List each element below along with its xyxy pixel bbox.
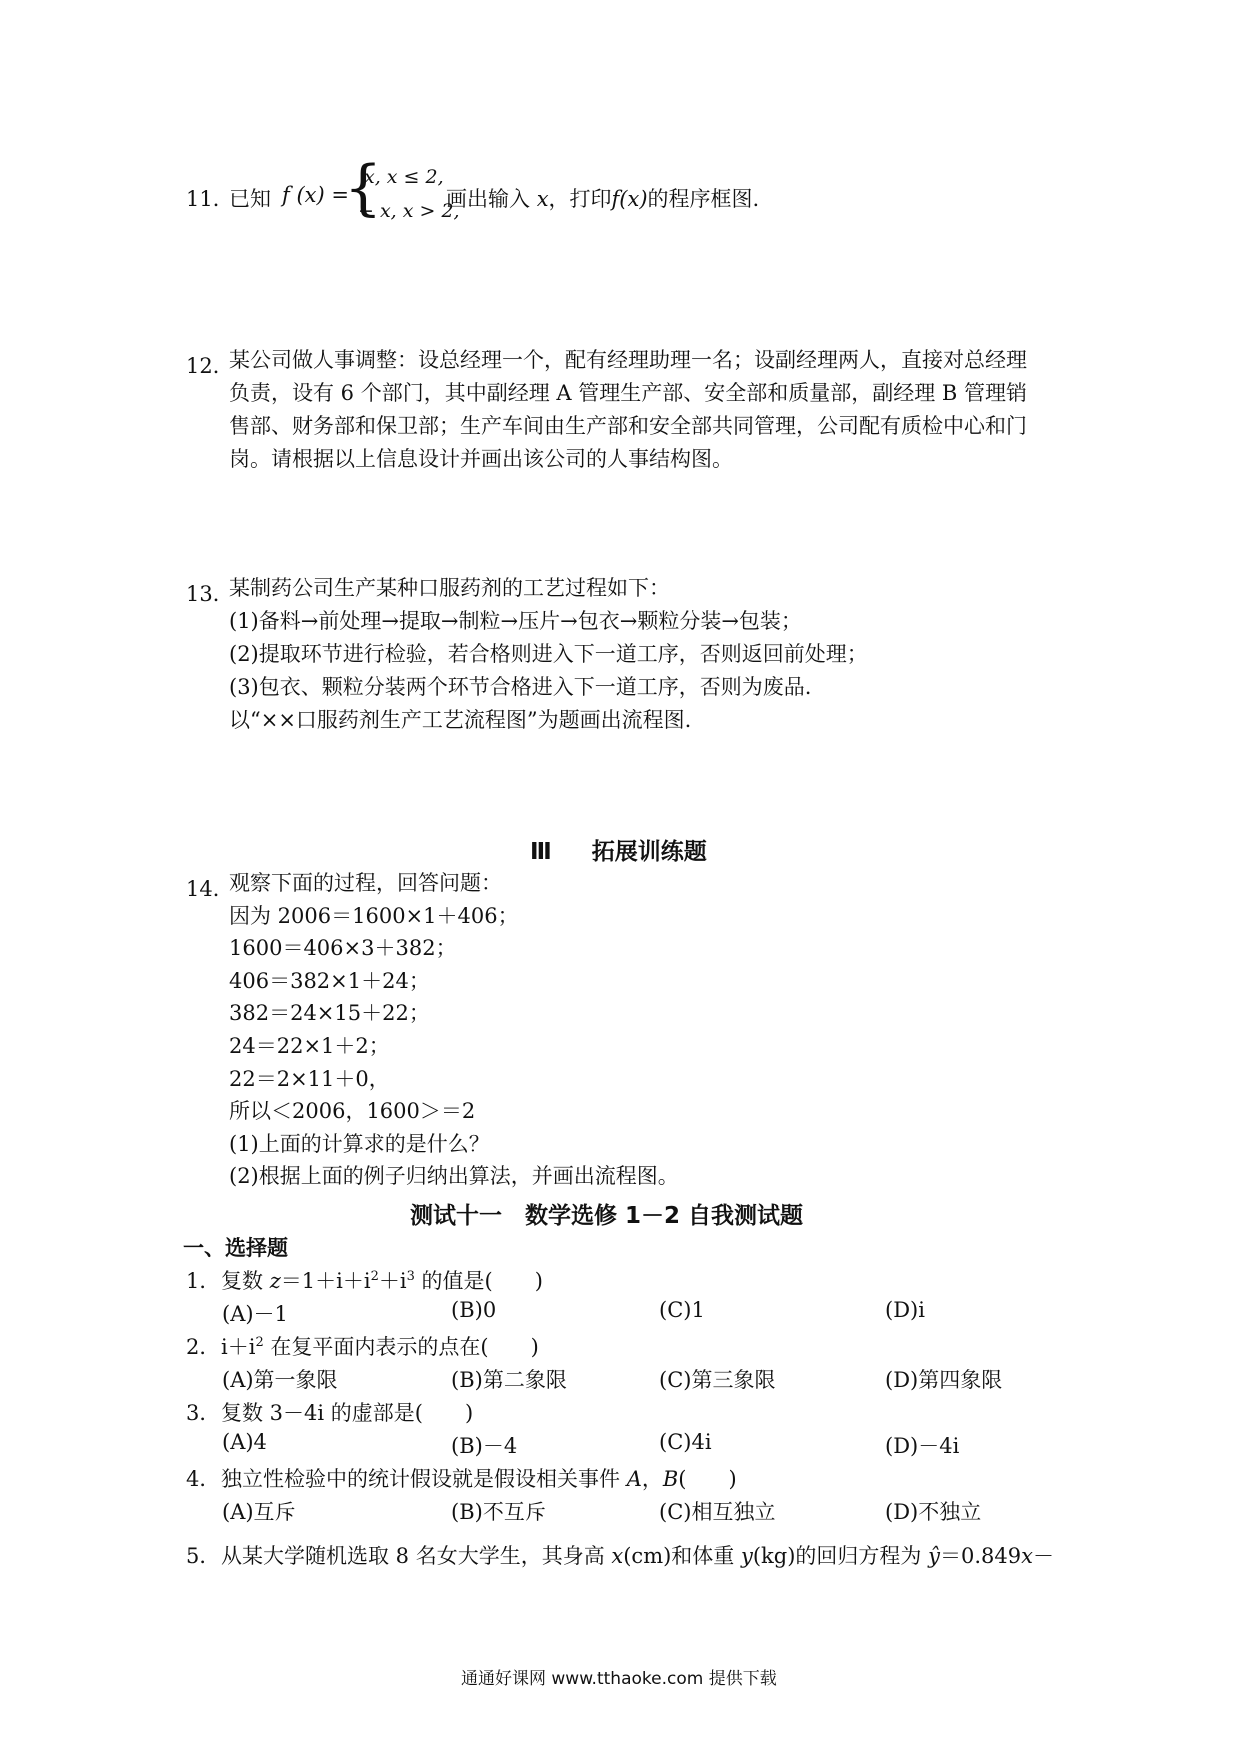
mc5-stem-x: x bbox=[611, 1544, 624, 1568]
mc4-stem-B: B bbox=[662, 1467, 679, 1491]
q13-line1: 某制药公司生产某种口服药剂的工艺过程如下： bbox=[229, 576, 670, 600]
q11-suffix bbox=[446, 183, 759, 213]
mc1-sup2: 3 bbox=[406, 1269, 415, 1284]
q13-line3: (2)提取环节进行检验，若合格则进入下一道工序，否则返回前处理； bbox=[229, 642, 868, 666]
section3-heading bbox=[530, 833, 707, 866]
mc2-stem bbox=[221, 1331, 539, 1361]
mc5-stem-e: － bbox=[1032, 1544, 1054, 1568]
q12-line2: 负责，设有 6 个部门，其中副经理 A 管理生产部、安全部和质量部，副经理 B 管理销 bbox=[229, 381, 1028, 405]
q11-suffix-b: ，打印 bbox=[548, 187, 612, 211]
test-title: 测试十一 数学选修 1－2 自我测试题 bbox=[410, 1203, 804, 1229]
mc3-option-c: (C)4i bbox=[659, 1430, 712, 1454]
q14-line: 观察下面的过程，回答问题： bbox=[229, 871, 502, 895]
q11-suffix-f: f(x) bbox=[611, 187, 648, 211]
mc4-stem-c: ( ) bbox=[678, 1467, 737, 1491]
mc1-stem-a: 复数 bbox=[221, 1269, 270, 1293]
mc5-stem-d: ＝0.849 bbox=[939, 1544, 1022, 1568]
mc2-option-a: (A)第一象限 bbox=[222, 1368, 338, 1392]
page-footer: 通通好课网 www.tthaoke.com 提供下载 bbox=[461, 1669, 777, 1689]
mc2-number: 2． bbox=[186, 1335, 221, 1359]
q11-case1: x, x ≤ 2, bbox=[364, 166, 444, 188]
mc1-stem-d: 的值是( ) bbox=[414, 1269, 543, 1293]
mc2-option-b: (B)第二象限 bbox=[451, 1368, 567, 1392]
mc4-option-b: (B)不互斥 bbox=[451, 1500, 546, 1524]
section3-title: 拓展训练题 bbox=[591, 839, 707, 865]
mc3-option-b: (B)－4 bbox=[451, 1434, 518, 1458]
mc1-option-b: (B)0 bbox=[451, 1298, 497, 1322]
mc1-stem bbox=[221, 1265, 543, 1295]
mc3-stem: 复数 3－4i 的虚部是( ) bbox=[221, 1401, 474, 1425]
q14-line: (2)根据上面的例子归纳出算法，并画出流程图。 bbox=[229, 1164, 679, 1189]
q11-suffix-a: 画出输入 bbox=[446, 187, 530, 211]
q14-line: 1600＝406×3＋382； bbox=[229, 936, 457, 961]
q14-line: (1)上面的计算求的是什么？ bbox=[229, 1131, 490, 1156]
mc1-number: 1． bbox=[186, 1269, 221, 1293]
mc4-option-d: (D)不独立 bbox=[885, 1500, 982, 1524]
mc2-stem-a: i＋i bbox=[221, 1335, 256, 1359]
mc5-stem-yhat: ŷ bbox=[928, 1544, 940, 1568]
q14-line: 24＝22×1＋2； bbox=[229, 1033, 390, 1058]
q12-line3: 售部、财务部和保卫部；生产车间由生产部和安全部共同管理，公司配有质检中心和门 bbox=[229, 414, 1027, 438]
q12-body bbox=[229, 344, 1059, 476]
q13-line5: 以“××口服药剂生产工艺流程图”为题画出流程图. bbox=[229, 708, 692, 732]
q12-number: 12． bbox=[186, 354, 234, 378]
q13-number: 13． bbox=[186, 582, 234, 606]
mc4-stem-a: 独立性检验中的统计假设就是假设相关事件 bbox=[221, 1467, 627, 1491]
mc5-stem-b: (cm)和体重 bbox=[623, 1544, 741, 1568]
mc1-stem-z: z bbox=[269, 1269, 281, 1293]
q11-prefix: 已知 bbox=[229, 187, 271, 211]
mc2-option-d: (D)第四象限 bbox=[885, 1368, 1003, 1392]
q11-number: 11． bbox=[186, 187, 234, 211]
mc4-option-c: (C)相互独立 bbox=[659, 1500, 776, 1524]
q13-line2: (1)备料→前处理→提取→制粒→压片→包衣→颗粒分装→包装； bbox=[229, 609, 802, 633]
q14-line: 所以＜2006，1600＞＝2 bbox=[229, 1099, 476, 1124]
mc1-sup1: 2 bbox=[370, 1269, 379, 1284]
q11-suffix-c: 的程序框图. bbox=[647, 187, 760, 211]
q11-case2: − x, x > 2, bbox=[358, 200, 460, 222]
mc1-option-d: (D)i bbox=[885, 1298, 925, 1322]
q12-line1: 某公司做人事调整：设总经理一个，配有经理助理一名；设副经理两人，直接对总经理 bbox=[229, 348, 1027, 372]
mc1-option-a: (A)－1 bbox=[222, 1302, 288, 1326]
mc1-option-c: (C)1 bbox=[659, 1298, 705, 1322]
q12-line4: 岗。请根据以上信息设计并画出该公司的人事结构图。 bbox=[229, 447, 733, 471]
q11-brace: { bbox=[344, 153, 383, 223]
section3-roman: Ⅲ bbox=[530, 839, 552, 865]
mc1-stem-b: ＝1＋i＋i bbox=[280, 1269, 371, 1293]
mc5-number: 5． bbox=[186, 1544, 221, 1568]
mc4-stem-A: A bbox=[626, 1467, 642, 1491]
mc2-sup1: 2 bbox=[255, 1335, 264, 1350]
q13-body bbox=[229, 572, 1059, 737]
mc3-option-d: (D)－4i bbox=[885, 1434, 960, 1458]
q14-line: 因为 2006＝1600×1＋406； bbox=[229, 903, 519, 928]
mc2-stem-b: 在复平面内表示的点在( ) bbox=[263, 1335, 539, 1359]
mc5-stem-y: y bbox=[740, 1544, 753, 1568]
q14-line: 22＝2×11＋0， bbox=[229, 1066, 390, 1091]
mc5-stem-c: (kg)的回归方程为 bbox=[752, 1544, 929, 1568]
section1-heading: 一、选择题 bbox=[183, 1236, 288, 1260]
mc3-number: 3． bbox=[186, 1401, 221, 1425]
mc4-stem-b: ， bbox=[641, 1467, 663, 1491]
mc3-option-a: (A)4 bbox=[222, 1430, 267, 1454]
mc1-stem-c: ＋i bbox=[378, 1269, 407, 1293]
mc4-option-a: (A)互斥 bbox=[222, 1500, 296, 1524]
q14-line: 406＝382×1＋24； bbox=[229, 968, 430, 993]
mc5-stem bbox=[221, 1540, 1054, 1570]
q11-suffix-x: x bbox=[536, 187, 549, 211]
q14-number: 14． bbox=[186, 877, 234, 901]
q11-fx: f (x) = bbox=[282, 183, 349, 207]
q13-line4: (3)包衣、颗粒分装两个环节合格进入下一道工序，否则为废品. bbox=[229, 675, 812, 699]
mc4-stem bbox=[221, 1463, 737, 1493]
mc4-number: 4． bbox=[186, 1467, 221, 1491]
q14-body bbox=[229, 867, 1059, 1193]
mc2-option-c: (C)第三象限 bbox=[659, 1368, 776, 1392]
mc5-stem-a: 从某大学随机选取 8 名女大学生，其身高 bbox=[221, 1544, 612, 1568]
mc5-stem-x2: x bbox=[1021, 1544, 1033, 1568]
q14-line: 382＝24×15＋22； bbox=[229, 1001, 430, 1026]
